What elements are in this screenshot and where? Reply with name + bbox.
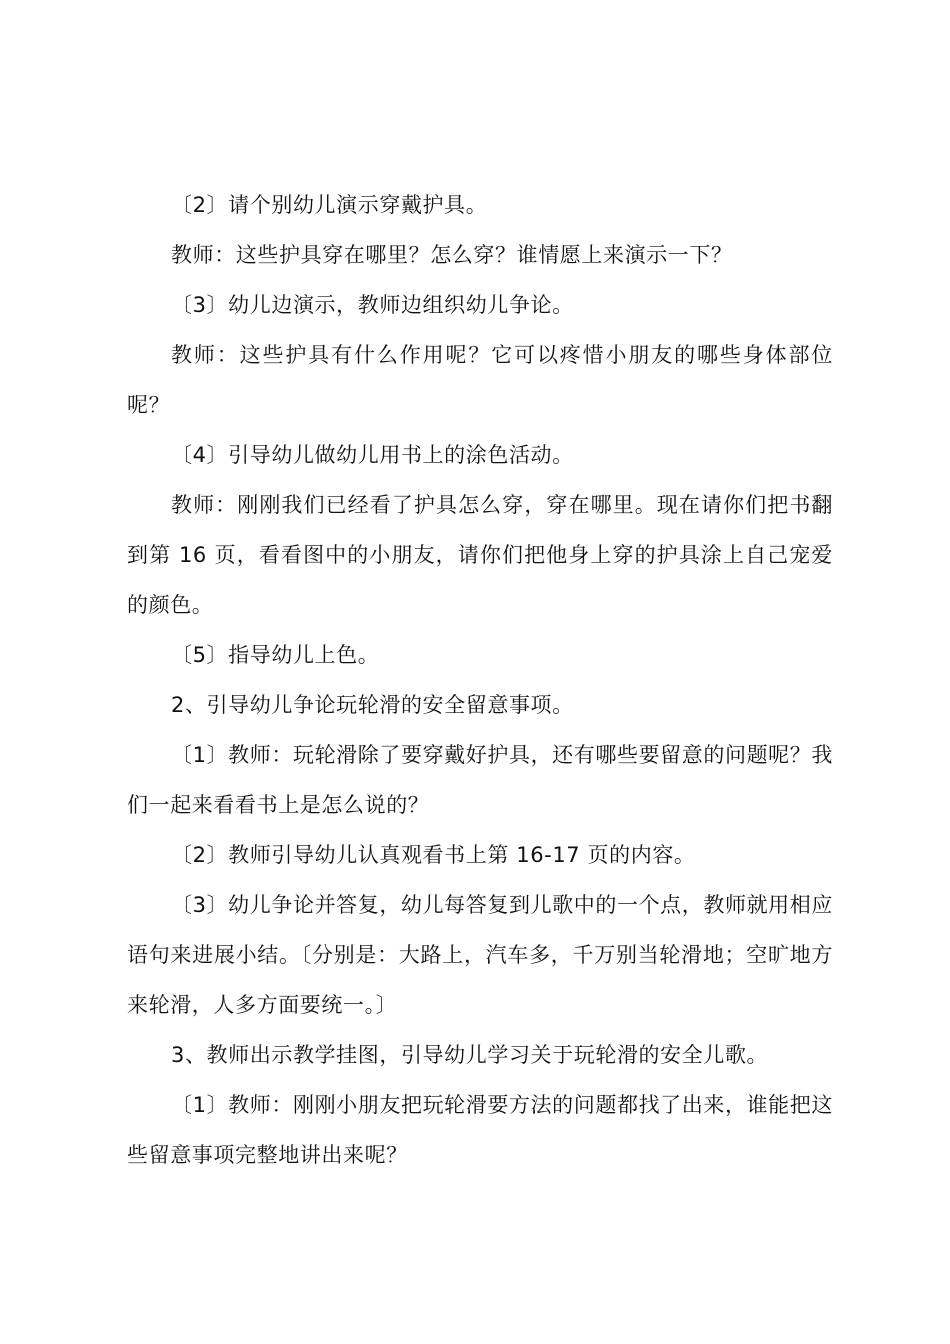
paragraph-step-4-coloring: 〔4〕引导幼儿做幼儿用书上的涂色活动。: [171, 443, 574, 467]
paragraph-step-1-teacher-summary: 〔1〕教师：刚刚小朋友把玩轮滑要方法的问题都找了出来，谁能把这些留意事项完整地讲出来呢？: [127, 1093, 833, 1167]
paragraph-teacher-where-wear: 教师：这些护具穿在哪里？怎么穿？谁情愿上来演示一下？: [171, 243, 733, 267]
paragraph-step-2-demonstrate: 〔2〕请个别幼儿演示穿戴护具。: [171, 193, 488, 217]
paragraph-section-3-heading: 3、教师出示教学挂图，引导幼儿学习关于玩轮滑的安全儿歌。: [171, 1043, 769, 1067]
document-body: [127, 180, 833, 1180]
paragraph-section-2-heading: 2、引导幼儿争论玩轮滑的安全留意事项。: [171, 693, 574, 717]
paragraph-step-3-answers: 〔3〕幼儿争论并答复，幼儿每答复到儿歌中的一个点，教师就用相应语句来进展小结。〔分别是：大路上，汽车多，千万别当轮滑地；空旷地方来轮滑，人多方面要统一。〕: [127, 893, 833, 1017]
paragraph-teacher-page-16: 教师：刚刚我们已经看了护具怎么穿，穿在哪里。现在请你们把书翻到第 16 页，看看图中的小朋友，请你们把他身上穿的护具涂上自己宠爱的颜色。: [127, 493, 833, 617]
paragraph-step-5-color: 〔5〕指导幼儿上色。: [171, 643, 380, 667]
paragraph-step-1-teacher-question: 〔1〕教师：玩轮滑除了要穿戴好护具，还有哪些要留意的问题呢？我们一起来看看书上是怎么说的？: [127, 743, 833, 817]
paragraph-step-3-discuss: 〔3〕幼儿边演示，教师边组织幼儿争论。: [171, 293, 574, 317]
paragraph-teacher-gear-purpose: 教师：这些护具有什么作用呢？它可以疼惜小朋友的哪些身体部位呢？: [127, 343, 833, 417]
paragraph-step-2-book-pages: 〔2〕教师引导幼儿认真观看书上第 16-17 页的内容。: [171, 843, 696, 867]
